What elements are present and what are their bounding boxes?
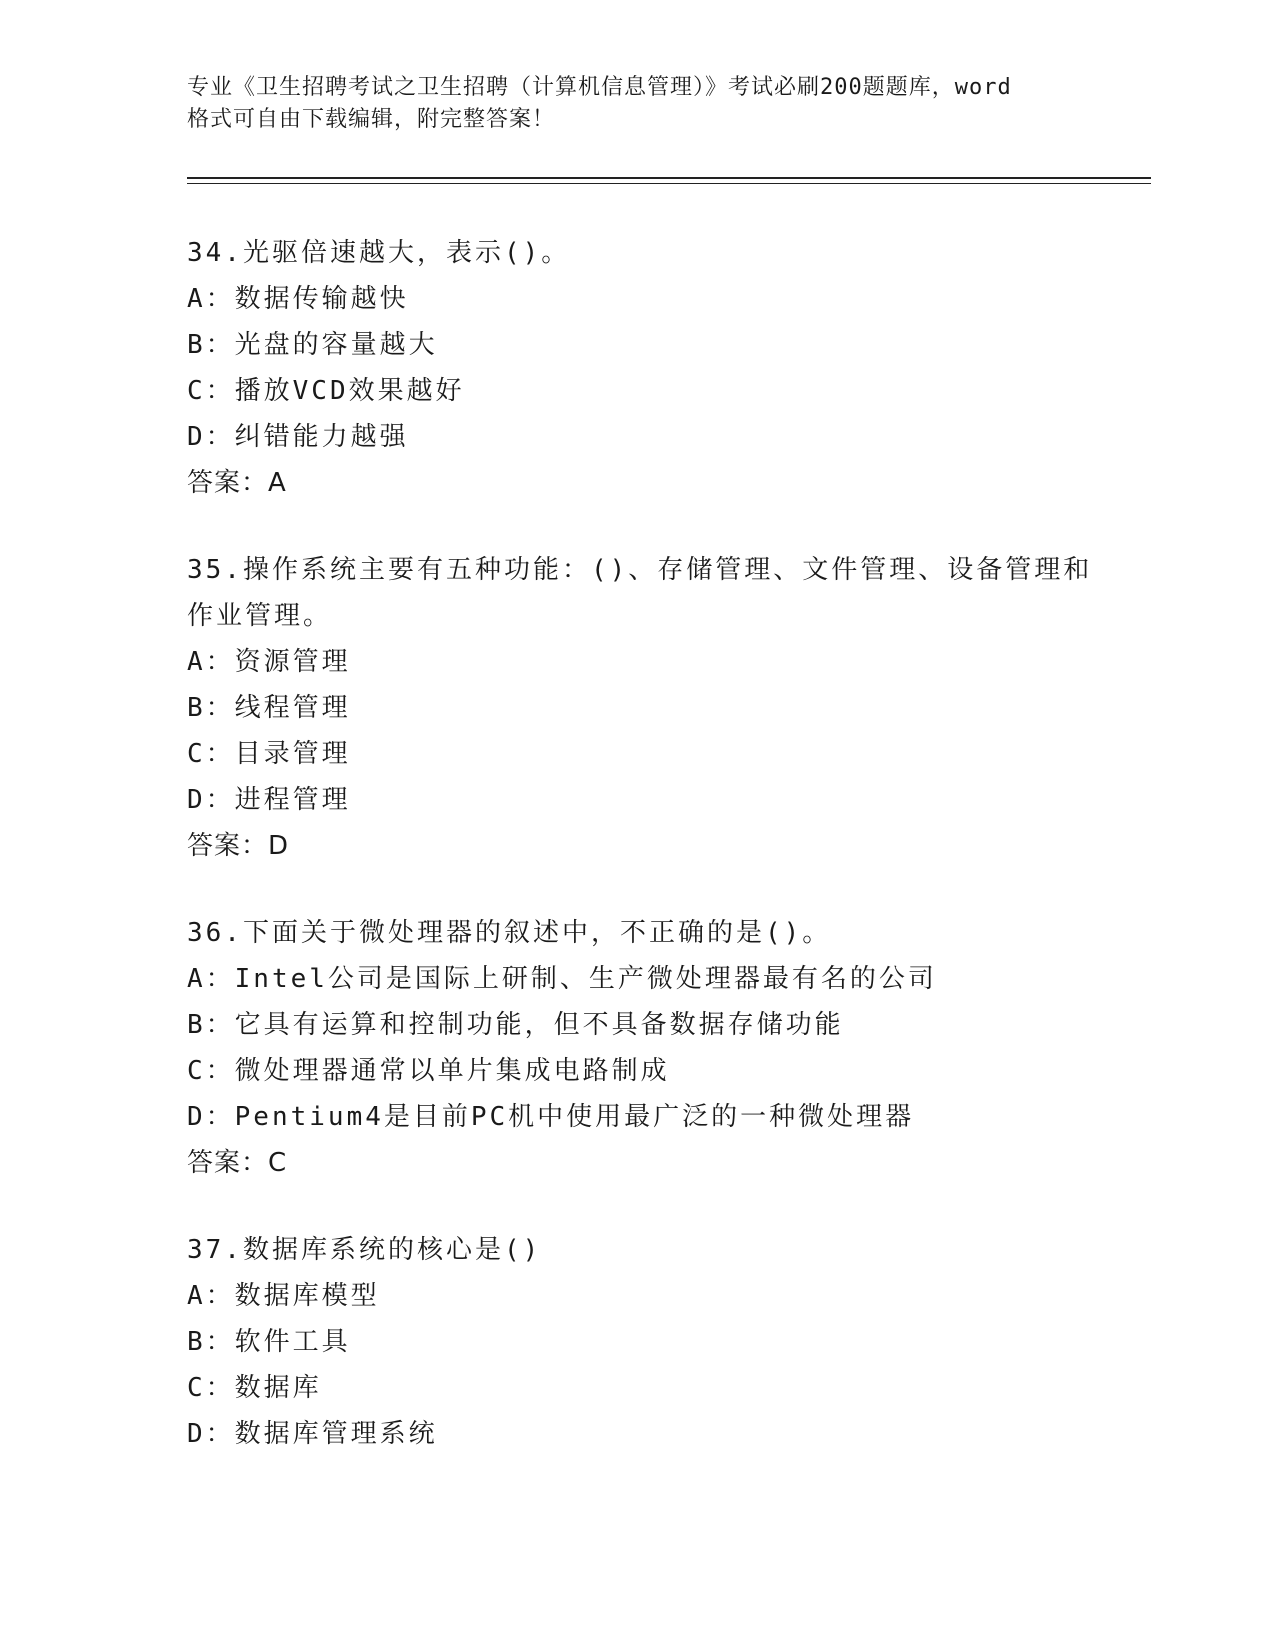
question-35 xyxy=(187,547,1093,869)
header-line-1: 专业《卫生招聘考试之卫生招聘（计算机信息管理）》考试必刷200题题库，word xyxy=(187,75,1012,100)
header-divider-thick xyxy=(187,177,1151,179)
option-d: D：进程管理 xyxy=(187,785,351,815)
answer: 答案：C xyxy=(187,1148,288,1178)
option-a: A：数据库模型 xyxy=(187,1281,380,1311)
question-stem-continued: 作业管理。 xyxy=(187,601,333,631)
question-list xyxy=(187,230,1093,1457)
question-stem: 34.光驱倍速越大，表示()。 xyxy=(187,238,571,268)
option-d: D：纠错能力越强 xyxy=(187,422,409,452)
question-stem: 35.操作系统主要有五种功能：()、存储管理、文件管理、设备管理和 xyxy=(187,555,1093,585)
question-34 xyxy=(187,230,1087,506)
option-d: D：Pentium4是目前PC机中使用最广泛的一种微处理器 xyxy=(187,1102,915,1132)
header-divider-thin xyxy=(187,183,1151,184)
option-b: B：它具有运算和控制功能，但不具备数据存储功能 xyxy=(187,1010,844,1040)
option-d: D：数据库管理系统 xyxy=(187,1419,438,1449)
question-stem: 36.下面关于微处理器的叙述中，不正确的是()。 xyxy=(187,918,832,948)
question-37 xyxy=(187,1227,1087,1457)
option-c: C：微处理器通常以单片集成电路制成 xyxy=(187,1056,670,1086)
header-line-2: 格式可自由下载编辑，附完整答案！ xyxy=(187,107,556,132)
question-stem: 37.数据库系统的核心是() xyxy=(187,1235,542,1265)
option-a: A：数据传输越快 xyxy=(187,284,409,314)
option-a: A：Intel公司是国际上研制、生产微处理器最有名的公司 xyxy=(187,964,937,994)
option-b: B：线程管理 xyxy=(187,693,351,723)
option-c: C：目录管理 xyxy=(187,739,351,769)
answer: 答案：D xyxy=(187,831,290,861)
answer: 答案：A xyxy=(187,468,287,498)
option-c: C：播放VCD效果越好 xyxy=(187,376,465,406)
document-header xyxy=(187,72,1087,136)
question-36 xyxy=(187,910,1087,1186)
option-b: B：软件工具 xyxy=(187,1327,351,1357)
option-b: B：光盘的容量越大 xyxy=(187,330,438,360)
option-c: C：数据库 xyxy=(187,1373,322,1403)
option-a: A：资源管理 xyxy=(187,647,351,677)
